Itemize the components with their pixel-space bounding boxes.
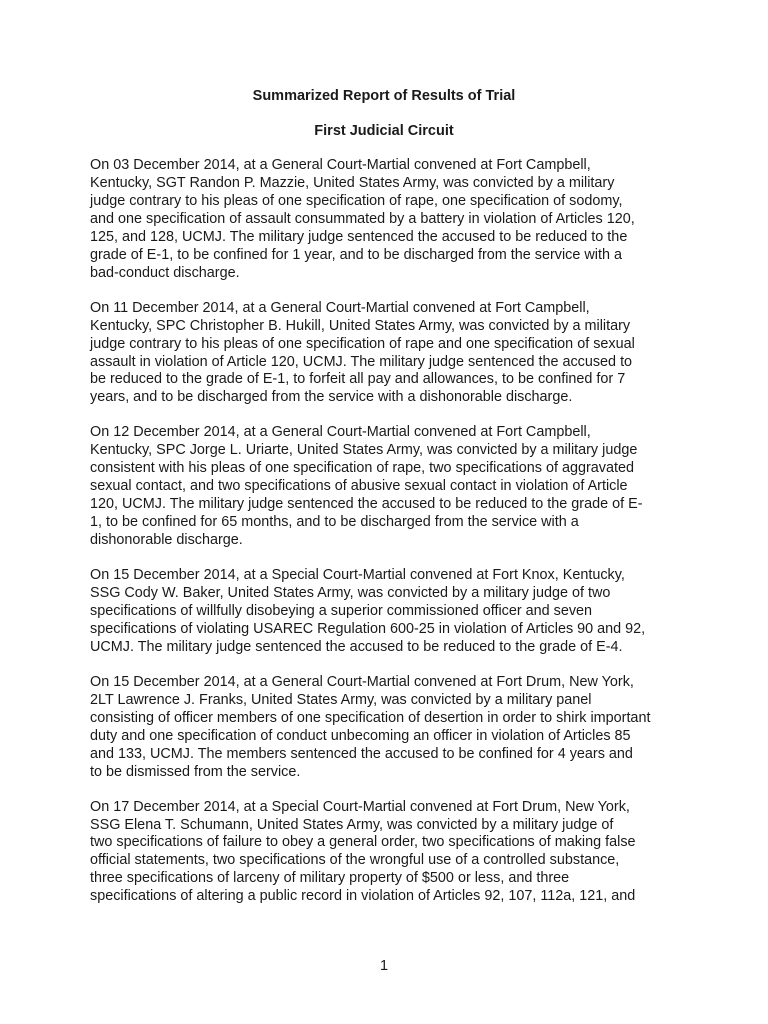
text-line: 2LT Lawrence J. Franks, United States Army, was convicted by a military panel — [90, 691, 592, 708]
page-subtitle: First Judicial Circuit — [314, 123, 454, 139]
text-line: 120, UCMJ. The military judge sentenced the accused to be reduced to the grade of E- — [90, 496, 643, 513]
text-line: Kentucky, SPC Christopher B. Hukill, United States Army, was convicted by a military — [90, 317, 631, 334]
text-line: 125, and 128, UCMJ. The military judge sentenced the accused to be reduced to the — [90, 228, 628, 245]
report-paragraph — [90, 300, 690, 408]
report-paragraph — [90, 424, 690, 550]
text-line: official statements, two specifications of the wrongful use of a controlled substance, — [90, 852, 620, 869]
text-line: SSG Cody W. Baker, United States Army, was convicted by a military judge of two — [90, 585, 611, 602]
text-line: Kentucky, SGT Randon P. Mazzie, United States Army, was convicted by a military — [90, 174, 615, 191]
text-line: years, and to be discharged from the service with a dishonorable discharge. — [90, 389, 573, 406]
page-title: Summarized Report of Results of Trial — [252, 88, 516, 104]
text-line: sexual contact, and two specifications of abusive sexual contact in violation of Article — [90, 478, 628, 495]
text-line: three specifications of larceny of military property of $500 or less, and three — [90, 870, 570, 887]
text-line: UCMJ. The military judge sentenced the accused to be reduced to the grade of E-4. — [90, 638, 623, 655]
text-line: be reduced to the grade of E-1, to forfeit all pay and allowances, to be confined for 7 — [90, 371, 626, 388]
text-line: judge contrary to his pleas of one specification of rape, one specification of sodomy, — [90, 192, 623, 209]
text-line: On 15 December 2014, at a General Court-Martial convened at Fort Drum, New York, — [90, 673, 634, 690]
text-line: specifications of violating USAREC Regulation 600-25 in violation of Articles 90 and 92, — [90, 620, 646, 637]
text-line: 1, to be confined for 65 months, and to be discharged from the service with a — [90, 514, 579, 531]
text-line: On 15 December 2014, at a Special Court-Martial convened at Fort Knox, Kentucky, — [90, 567, 625, 584]
report-body — [90, 157, 690, 923]
report-paragraph — [90, 157, 690, 283]
text-line: consisting of officer members of one specification of desertion in order to shirk important — [90, 709, 651, 726]
page-number: 1 — [379, 958, 389, 974]
text-line: judge contrary to his pleas of one specification of rape and one specification of sexual — [90, 335, 635, 352]
text-line: assault in violation of Article 120, UCMJ. The military judge sentenced the accused to — [90, 353, 633, 370]
text-line: consistent with his pleas of one specification of rape, two specifications of aggravated — [90, 460, 634, 477]
report-paragraph — [90, 567, 690, 657]
text-line: and 133, UCMJ. The members sentenced the accused to be confined for 4 years and — [90, 745, 633, 762]
report-paragraph — [90, 674, 690, 782]
text-line: grade of E-1, to be confined for 1 year, and to be discharged from the service with a — [90, 246, 622, 263]
text-line: duty and one specification of conduct unbecoming an officer in violation of Articles 85 — [90, 727, 631, 744]
text-line: On 03 December 2014, at a General Court-Martial convened at Fort Campbell, — [90, 157, 591, 173]
text-line: Kentucky, SPC Jorge L. Uriarte, United States Army, was convicted by a military judge — [90, 442, 638, 459]
text-line: On 11 December 2014, at a General Court-Martial convened at Fort Campbell, — [90, 299, 590, 316]
text-line: On 17 December 2014, at a Special Court-Martial convened at Fort Drum, New York, — [90, 798, 630, 815]
text-line: and one specification of assault consummated by a battery in violation of Articles 120, — [90, 210, 635, 227]
text-line: bad-conduct discharge. — [90, 264, 240, 281]
text-line: two specifications of failure to obey a general order, two specifications of making false — [90, 834, 636, 851]
text-line: specifications of altering a public record in violation of Articles 92, 107, 112a, 121, and — [90, 888, 636, 905]
report-paragraph — [90, 799, 690, 907]
text-line: On 12 December 2014, at a General Court-Martial convened at Fort Campbell, — [90, 424, 591, 441]
text-line: SSG Elena T. Schumann, United States Army, was convicted by a military judge of — [90, 816, 614, 833]
text-line: specifications of willfully disobeying a superior commissioned officer and seven — [90, 602, 593, 619]
text-line: to be dismissed from the service. — [90, 763, 301, 780]
text-line: dishonorable discharge. — [90, 532, 243, 549]
